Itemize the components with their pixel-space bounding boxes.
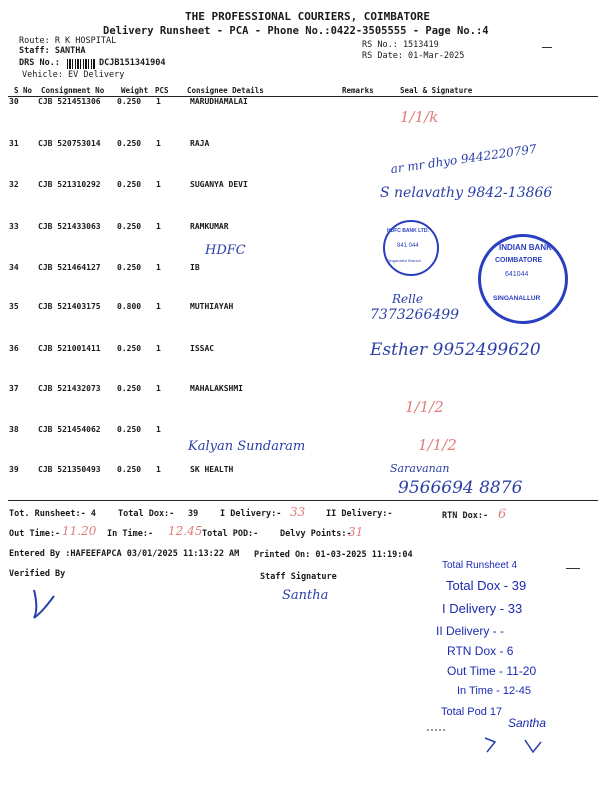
cell-consignment: CJB 521433063 — [38, 222, 101, 231]
dash-mark-right — [566, 568, 580, 569]
hand-mark-r38: 1/1/2 — [418, 436, 457, 454]
cell-sno: 31 — [9, 139, 19, 148]
company-title: THE PROFESSIONAL COURIERS, COIMBATORE — [185, 10, 431, 23]
col-consignment: Consignment No — [41, 86, 105, 95]
delvy-points-label: Delvy Points:- — [280, 529, 352, 539]
cell-consignee: MARUDHAMALAI — [190, 97, 248, 106]
total-dox-label: Total Dox:- — [118, 509, 175, 519]
cell-consignment: CJB 521464127 — [38, 263, 101, 272]
hand-r38: Kalyan Sundaram — [188, 439, 306, 454]
cell-pcs: 1 — [156, 425, 161, 434]
dash-mark — [542, 47, 552, 48]
note-ii-delivery: II Delivery - - — [436, 624, 505, 638]
rs-no: RS No.: 1513419 — [362, 40, 439, 50]
cell-pcs: 1 — [156, 465, 161, 474]
table-row — [0, 425, 600, 437]
total-pod-label: Total POD:- — [202, 529, 259, 539]
drs-value: DCJB151341904 — [99, 58, 166, 68]
cell-weight: 0.250 — [117, 425, 142, 434]
indian-stamp-name: INDIAN BANK — [499, 243, 552, 252]
cell-consignment: CJB 521310292 — [38, 180, 101, 189]
drs-label — [19, 58, 166, 68]
cell-consignee: MUTHIAYAH — [190, 302, 234, 311]
col-weight: Weight — [121, 86, 149, 95]
hand-i-delivery: 33 — [290, 505, 306, 519]
cell-sno: 39 — [9, 465, 19, 474]
printed-on: Printed On: 01-03-2025 11:19:04 — [254, 550, 413, 560]
staff-signature-label: Staff Signature — [260, 572, 337, 582]
cell-sno: 32 — [9, 180, 19, 189]
cell-consignment: CJB 521454062 — [38, 425, 101, 434]
verified-signature — [24, 582, 64, 622]
table-row — [0, 384, 600, 396]
staff-signature-hand: Santha — [282, 588, 329, 603]
cell-weight: 0.250 — [117, 344, 142, 353]
route-label: Route: R K HOSPITAL — [19, 36, 117, 46]
cell-consignee: ISSAC — [190, 344, 215, 353]
cell-sno: 34 — [9, 263, 19, 272]
cell-weight: 0.250 — [117, 263, 142, 272]
verified-by: Verified By — [9, 569, 66, 579]
hdfc-stamp-branch: Singanallur Branch — [387, 258, 421, 263]
hand-rtn: 6 — [498, 507, 507, 522]
footer-rule — [8, 500, 598, 501]
cell-pcs: 1 — [156, 180, 161, 189]
hand-r33: HDFC — [205, 243, 246, 258]
table-row — [0, 97, 600, 109]
col-consignee: Consignee Details — [187, 86, 264, 95]
note-rtn-dox: RTN Dox - 6 — [447, 644, 514, 658]
indian-stamp-pin: 641044 — [505, 271, 529, 278]
cell-pcs: 1 — [156, 222, 161, 231]
tot-runsheet: Tot. Runsheet:- 4 — [9, 509, 96, 519]
cell-sno: 36 — [9, 344, 19, 353]
cell-sno: 37 — [9, 384, 19, 393]
cell-pcs: 1 — [156, 139, 161, 148]
hand-r35a: Relle — [392, 292, 423, 306]
note-total-pod: Total Pod 17 — [441, 706, 503, 718]
cell-consignment: CJB 520753014 — [38, 139, 101, 148]
hand-r39a: Saravanan — [390, 462, 450, 475]
cell-consignee: IB — [190, 263, 200, 272]
cell-weight: 0.250 — [117, 139, 142, 148]
cell-pcs: 1 — [156, 344, 161, 353]
cell-consignee: SK HEALTH — [190, 465, 234, 474]
ii-delivery-label: II Delivery:- — [326, 509, 393, 519]
hand-mark-r30: 1/1/k — [400, 108, 439, 126]
cell-sno: 38 — [9, 425, 19, 434]
out-time-label: Out Time:- — [9, 529, 61, 539]
in-time-label: In Time:- — [107, 529, 154, 539]
cell-pcs: 1 — [156, 384, 161, 393]
cell-sno: 33 — [9, 222, 19, 231]
hand-in-time: 12.45 — [168, 524, 203, 538]
hand-r39b: 9566694 8876 — [398, 478, 523, 498]
hand-r31: ar mr dhyo 9442220797 — [389, 141, 538, 177]
vehicle-label: Vehicle: EV Delivery — [22, 70, 125, 80]
cell-weight: 0.800 — [117, 302, 142, 311]
col-pcs: PCS — [155, 86, 169, 95]
cell-consignee: SUGANYA DEVI — [190, 180, 248, 189]
hand-r35b: 7373266499 — [370, 307, 460, 323]
staff-label: Staff: SANTHA — [19, 46, 86, 56]
total-dox-value: 39 — [188, 509, 199, 519]
table-row — [0, 222, 600, 234]
cell-consignee: RAJA — [190, 139, 210, 148]
rtn-dox-label: RTN Dox:- — [442, 511, 489, 521]
cell-consignment: CJB 521432073 — [38, 384, 101, 393]
hdfc-bank-stamp — [383, 220, 439, 276]
cell-pcs: 1 — [156, 302, 161, 311]
cell-weight: 0.250 — [117, 222, 142, 231]
rs-date: RS Date: 01-Mar-2025 — [362, 51, 465, 61]
note-out-time: Out Time - 11-20 — [447, 664, 537, 678]
hand-delvy-points: 31 — [348, 525, 364, 539]
hand-r32: S nelavathy 9842-13866 — [380, 185, 553, 201]
col-sno: S No — [14, 86, 33, 95]
cell-sno: 30 — [9, 97, 19, 106]
cell-consignee: MAHALAKSHMI — [190, 384, 243, 393]
col-remarks: Remarks — [342, 86, 374, 95]
note-i-delivery: I Delivery - 33 — [442, 601, 523, 616]
cell-consignment: CJB 521350493 — [38, 465, 101, 474]
indian-bank-stamp — [478, 234, 568, 324]
cell-consignment: CJB 521403175 — [38, 302, 101, 311]
cell-weight: 0.250 — [117, 384, 142, 393]
hand-r36: Esther 9952499620 — [370, 340, 541, 360]
hdfc-stamp-name: HDFC BANK LTD. — [387, 228, 429, 234]
hand-mark-r37: 1/1/2 — [405, 398, 444, 416]
note-total-runsheet: Total Runsheet 4 — [442, 560, 518, 571]
cell-weight: 0.250 — [117, 465, 142, 474]
note-total-dox: Total Dox - 39 — [446, 578, 527, 593]
cell-consignment: CJB 521451306 — [38, 97, 101, 106]
runsheet-subtitle: Delivery Runsheet - PCA - Phone No.:0422-3505555 - Page No.:4 — [103, 25, 489, 37]
hdfc-stamp-code: 841 044 — [397, 243, 419, 249]
drs-barcode — [67, 59, 95, 69]
indian-stamp-city: COIMBATORE — [495, 257, 543, 264]
table-row — [0, 465, 600, 477]
cell-sno: 35 — [9, 302, 19, 311]
cell-weight: 0.250 — [117, 180, 142, 189]
entered-by: Entered By :HAFEEFAPCA 03/01/2025 11:13:22 AM — [9, 549, 240, 559]
note-santha: Santha — [508, 716, 547, 730]
cell-consignment: CJB 521001411 — [38, 344, 101, 353]
col-seal: Seal & Signature — [400, 86, 473, 95]
hand-out-time: 11.20 — [62, 524, 97, 538]
drs-label-text: DRS No.: — [19, 58, 60, 68]
cell-consignee: RAMKUMAR — [190, 222, 229, 231]
cell-pcs: 1 — [156, 97, 161, 106]
indian-stamp-branch: SINGANALLUR — [493, 295, 541, 302]
i-delivery-label: I Delivery:- — [220, 509, 282, 519]
bottom-scribble — [425, 722, 555, 762]
cell-weight: 0.250 — [117, 97, 142, 106]
note-in-time: In Time - 12-45 — [457, 685, 531, 697]
cell-pcs: 1 — [156, 263, 161, 272]
